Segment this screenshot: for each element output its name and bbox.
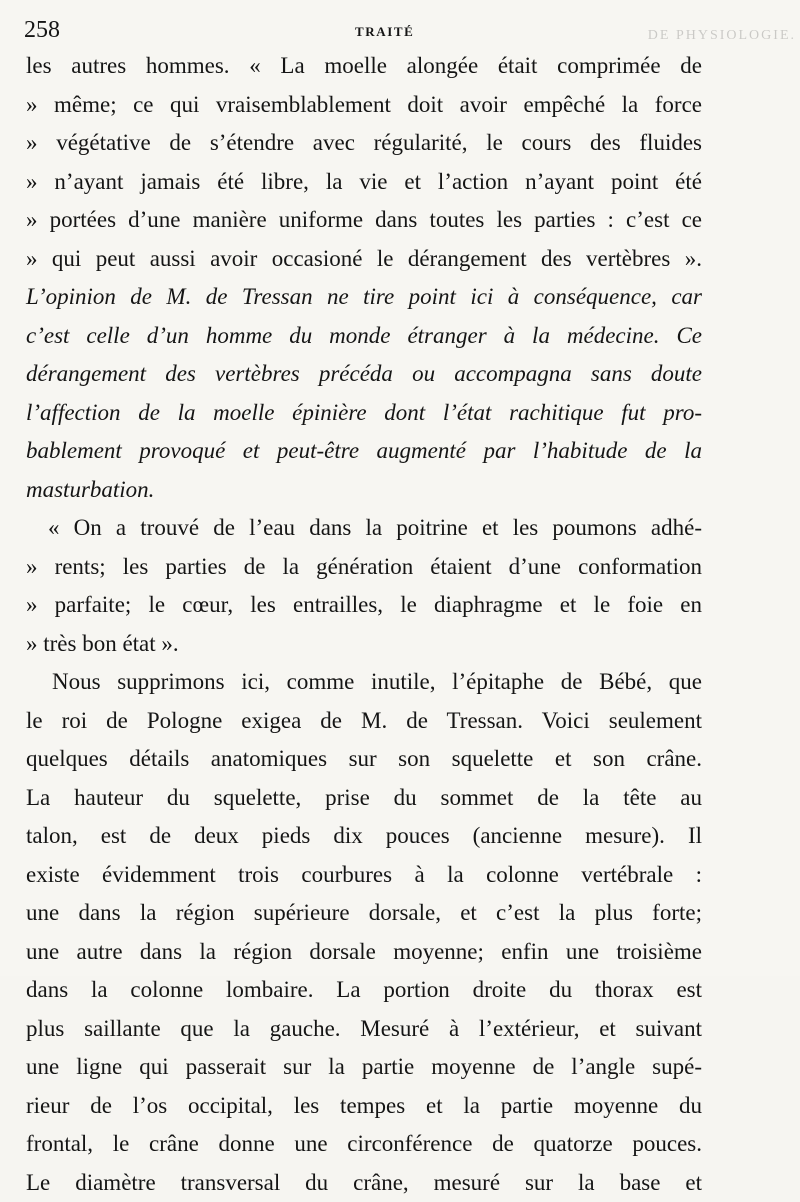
text-line: La hauteur du squelette, prise du sommet de la tête au bbox=[26, 779, 702, 818]
text-line: Le diamètre transversal du crâne, mesuré sur la base et bbox=[26, 1164, 702, 1202]
text-line: dérangement des vertèbres précéda ou accompagna sans doute bbox=[26, 355, 702, 394]
text-line: les autres hommes. « La moelle alongée était comprimée de bbox=[26, 47, 702, 86]
text-line: existe évidemment trois courbures à la colonne vertébrale : bbox=[26, 856, 702, 895]
text-line: » parfaite; le cœur, les entrailles, le diaphragme et le foie en bbox=[26, 586, 702, 625]
text-line: » même; ce qui vraisemblablement doit avoir empêché la force bbox=[26, 86, 702, 125]
page-header bbox=[24, 17, 776, 41]
text-line: » végétative de s’étendre avec régularité, le cours des fluides bbox=[26, 124, 702, 163]
text-line: rieur de l’os occipital, les tempes et la partie moyenne du bbox=[26, 1087, 702, 1126]
bleed-through-text: DE PHYSIOLOGIE. bbox=[648, 28, 796, 44]
text-line: une autre dans la région dorsale moyenne; enfin une troisième bbox=[26, 933, 702, 972]
text-line: masturbation. bbox=[26, 471, 702, 510]
running-title: TRAITÉ bbox=[355, 24, 414, 40]
text-line: L’opinion de M. de Tressan ne tire point ici à conséquence, car bbox=[26, 278, 702, 317]
text-line: » n’ayant jamais été libre, la vie et l’action n’ayant point été bbox=[26, 163, 702, 202]
text-line: Nous supprimons ici, comme inutile, l’épitaphe de Bébé, que bbox=[26, 663, 702, 702]
text-line: » portées d’une manière uniforme dans toutes les parties : c’est ce bbox=[26, 201, 702, 240]
text-line: frontal, le crâne donne une circonférence de quatorze pouces. bbox=[26, 1125, 702, 1164]
text-line: une dans la région supérieure dorsale, et c’est la plus forte; bbox=[26, 894, 702, 933]
text-line: » rents; les parties de la génération étaient d’une conformation bbox=[26, 548, 702, 587]
text-line: le roi de Pologne exigea de M. de Tressan. Voici seulement bbox=[26, 702, 702, 741]
text-line: c’est celle d’un homme du monde étranger à la médecine. Ce bbox=[26, 317, 702, 356]
text-line: une ligne qui passerait sur la partie moyenne de l’angle supé- bbox=[26, 1048, 702, 1087]
text-line: » très bon état ». bbox=[26, 625, 702, 664]
text-line: bablement provoqué et peut-être augmenté par l’habitude de la bbox=[26, 432, 702, 471]
text-line: plus saillante que la gauche. Mesuré à l’extérieur, et suivant bbox=[26, 1010, 702, 1049]
text-line: dans la colonne lombaire. La portion droite du thorax est bbox=[26, 971, 702, 1010]
page-number: 258 bbox=[24, 17, 60, 44]
text-line: « On a trouvé de l’eau dans la poitrine et les poumons adhé- bbox=[26, 509, 702, 548]
text-line: quelques détails anatomiques sur son squelette et son crâne. bbox=[26, 740, 702, 779]
text-line: l’affection de la moelle épinière dont l’état rachitique fut pro- bbox=[26, 394, 702, 433]
text-line: » qui peut aussi avoir occasioné le dérangement des vertèbres ». bbox=[26, 240, 702, 279]
text-line: talon, est de deux pieds dix pouces (ancienne mesure). Il bbox=[26, 817, 702, 856]
body-text bbox=[26, 47, 702, 1202]
